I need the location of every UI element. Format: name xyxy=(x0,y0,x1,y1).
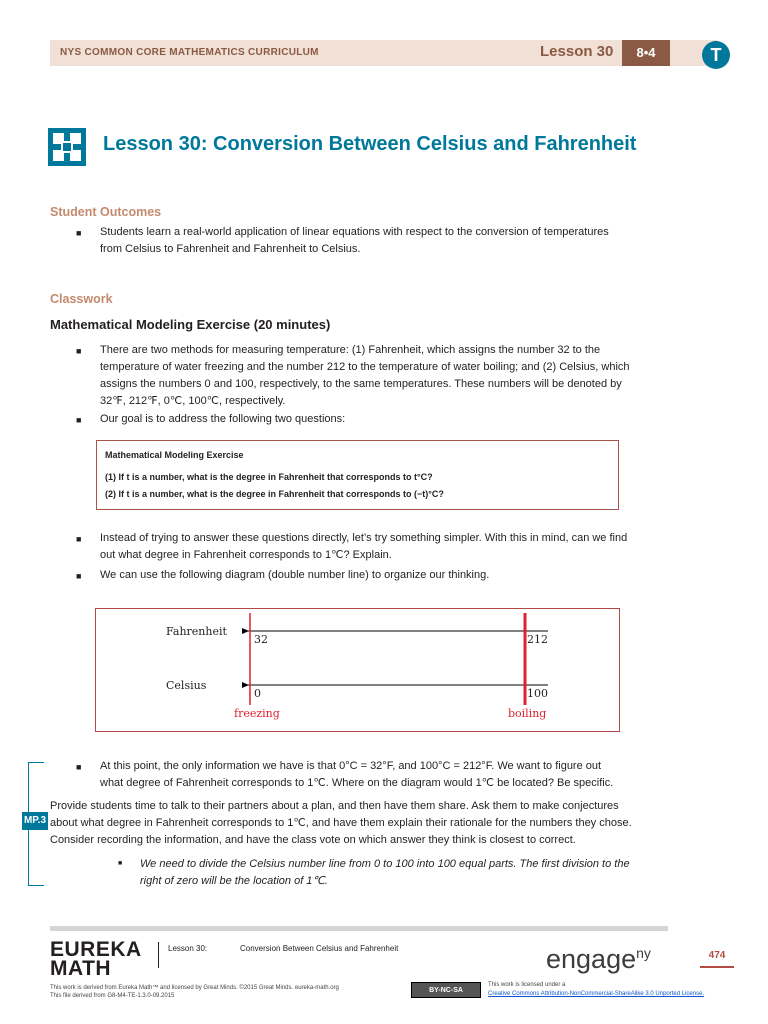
cc-license-badge: BY-NC-SA xyxy=(411,982,481,998)
bullet-info: At this point, the only information we have is that 0°C = 32°F, and 100°C = 212°F. We want to figure out what degree of Fahrenheit corresponds to 1℃. Where on the diagram would 1℃ be located? Be specific. xyxy=(100,760,614,789)
celsius-label: Celsius xyxy=(166,679,207,692)
page-number: 474 xyxy=(708,950,726,961)
mp-badge: MP.3 xyxy=(22,812,48,830)
credit-line-1: This work is derived from Eureka Math™ and licensed by Great Minds. ©2015 Great Minds. eureka-math.org xyxy=(50,985,339,991)
outcomes-heading: Student Outcomes xyxy=(50,205,162,219)
double-number-line xyxy=(95,608,620,732)
bullet-goal: Our goal is to address the following two questions: xyxy=(100,413,346,425)
eureka-math-logo: EUREKA MATH xyxy=(50,938,142,980)
exercise-box-title: Mathematical Modeling Exercise xyxy=(105,450,244,460)
license-line-1: This work is licensed under a xyxy=(488,982,566,988)
footer-lesson-title: Conversion Between Celsius and Fahrenheit xyxy=(240,944,399,953)
teacher-badge: T xyxy=(702,41,730,69)
exercise-question-1: (1) If t is a number, what is the degree in Fahrenheit that corresponds to t°C? xyxy=(105,472,433,482)
tick-32: 32 xyxy=(254,633,268,646)
tick-212: 212 xyxy=(527,633,548,646)
bullet-icon: ■ xyxy=(76,571,82,581)
footer-rule xyxy=(50,926,668,931)
bullet-icon: ■ xyxy=(76,534,82,544)
answer-text: We need to divide the Celsius number line from 0 to 100 into 100 equal parts. The first division to the right of zero will be the location of 1℃. xyxy=(140,858,630,887)
footer-lesson: Lesson 30: xyxy=(168,944,208,953)
exercise-heading: Mathematical Modeling Exercise (20 minutes) xyxy=(50,317,331,332)
credit-line-2: This file derived from G8-M4-TE-1.3.0-09.2015 xyxy=(50,993,175,999)
license-link[interactable]: Creative Commons Attribution-NonCommercial-ShareAlike 3.0 Unported License. xyxy=(488,991,705,997)
page-number-underline xyxy=(700,966,734,968)
teacher-paragraph: Provide students time to talk to their partners about a plan, and then have them share. Ask them to make conjectures about what degree in Fahrenheit corresponds to 1℃, and have them explain their rationale for the numbers they chose. Consider recording the information, and have the class vote on which answer they think is closest to correct. xyxy=(50,800,632,846)
bullet-diagram: We can use the following diagram (double number line) to organize our thinking. xyxy=(100,569,490,581)
freezing-label: freezing xyxy=(234,707,280,720)
sub-bullet-icon: ■ xyxy=(118,860,123,867)
page-title: Lesson 30: Conversion Between Celsius and Fahrenheit xyxy=(103,133,637,155)
classwork-heading: Classwork xyxy=(50,292,113,306)
bullet-icon: ■ xyxy=(76,228,82,238)
bullet-icon: ■ xyxy=(76,762,82,772)
module-badge: 8•4 xyxy=(622,40,670,66)
header-lesson: Lesson 30 xyxy=(540,43,614,60)
tick-100: 100 xyxy=(527,687,548,700)
footer-divider xyxy=(158,942,159,968)
tick-0: 0 xyxy=(254,687,261,700)
exercise-question-2: (2) If t is a number, what is the degree in Fahrenheit that corresponds to (−t)°C? xyxy=(105,489,444,499)
fahrenheit-label: Fahrenheit xyxy=(166,625,227,638)
bullet-icon: ■ xyxy=(76,415,82,425)
bullet-icon: ■ xyxy=(76,346,82,356)
curriculum-label: NYS COMMON CORE MATHEMATICS CURRICULUM xyxy=(60,47,319,58)
bullet-simpler: Instead of trying to answer these questions directly, let’s try something simpler. With this in mind, can we find out what degree in Fahrenheit corresponds to 1℃? Explain. xyxy=(100,532,628,561)
engageny-logo: engage$^{ny}$ xyxy=(546,944,651,974)
lesson-icon xyxy=(48,128,86,166)
outcome-text: Students learn a real-world application of linear equations with respect to the conversion of temperatures from Celsius to Fahrenheit and Fahrenheit to Celsius. xyxy=(100,226,609,255)
boiling-label: boiling xyxy=(508,707,547,720)
bullet-methods: There are two methods for measuring temperature: (1) Fahrenheit, which assigns the number 32 to the temperature of water freezing and the number 212 to the temperature of water boiling; and (2) Celsius, which assigns the numbers 0 and 100, respectively, to the same temperatures. These numbers will be denoted by 32℉, 212℉, 0℃, 100℃, respectively. xyxy=(100,344,630,407)
